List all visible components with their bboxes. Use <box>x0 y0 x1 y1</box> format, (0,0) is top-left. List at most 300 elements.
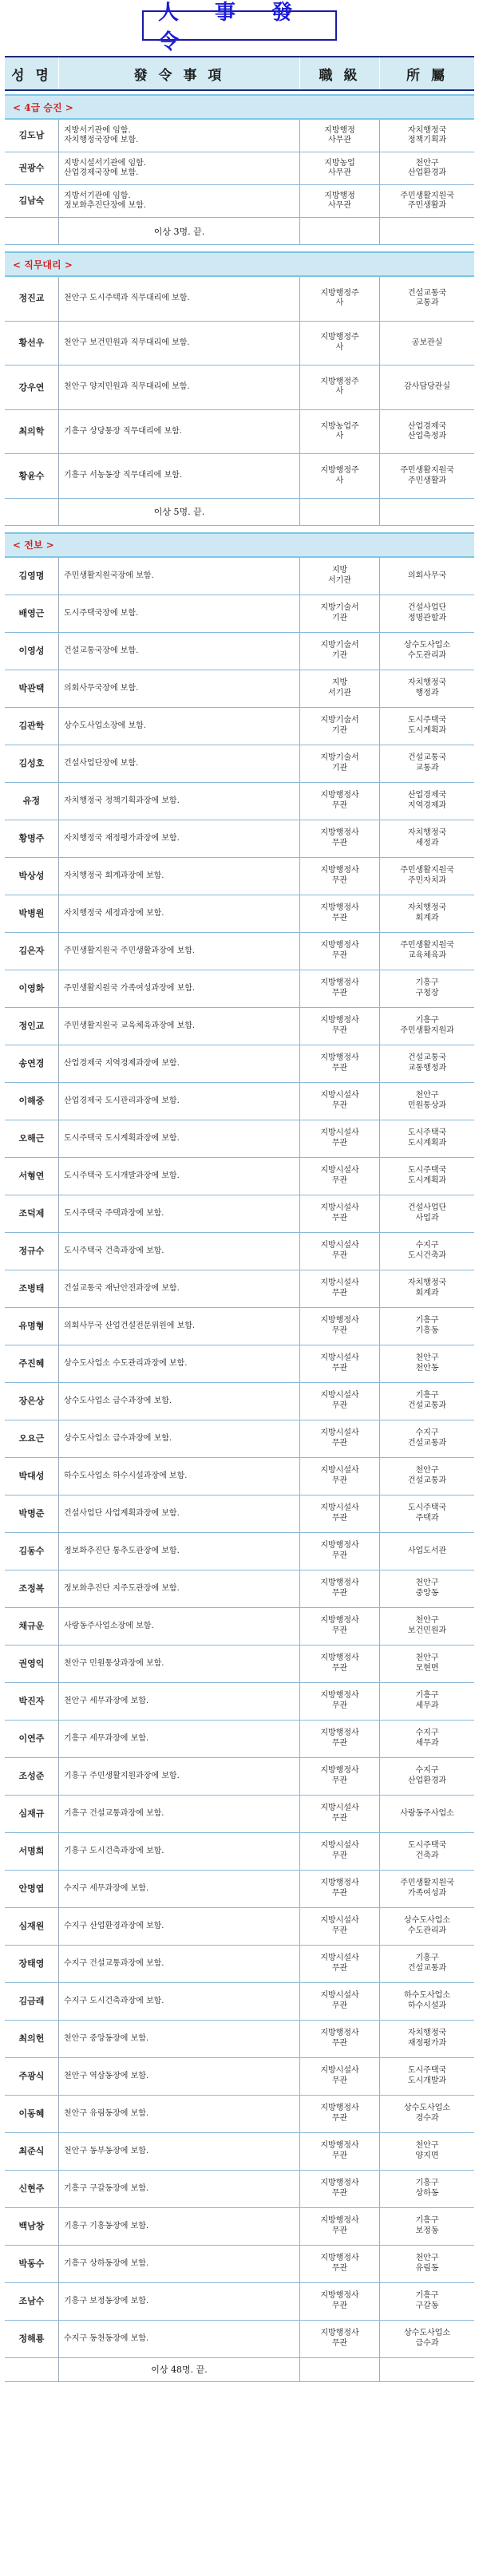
section-total-row <box>5 218 474 245</box>
table-row <box>5 152 474 185</box>
order-text: 하수도사업소 하수시설과장에 보함. <box>59 1458 300 1495</box>
order-text: 기흥구 세무과장에 보함. <box>59 1721 300 1757</box>
order-text: 상수도사업소 수도관리과장에 보함. <box>59 1345 300 1382</box>
grade-text: 지방행정사 무관 <box>300 933 380 970</box>
dept-text: 상수도사업소 수도관리과 <box>404 641 450 660</box>
table-row <box>5 2021 474 2058</box>
order-text: 천안구 세무과장에 보함. <box>59 1683 300 1720</box>
grade-text: 지방 서기관 <box>300 558 380 595</box>
header-dept: 所 屬 <box>406 67 448 84</box>
dept-text: 도시주택국 도시개발과 <box>407 2066 447 2085</box>
table-row <box>5 633 474 670</box>
person-name: 주광식 <box>5 2058 59 2095</box>
table-row <box>5 2208 474 2246</box>
grade-text: 지방행정사 무관 <box>300 2096 380 2132</box>
dept-text: 기흥구 주민생활지원과 <box>400 1016 454 1035</box>
person-name: 박관택 <box>5 670 59 707</box>
dept-text: 천안구 건설교통과 <box>407 1466 447 1485</box>
dept-text: 자치행정국 세정과 <box>407 828 447 847</box>
grade-text: 지방시설사 무관 <box>300 1345 380 1382</box>
order-text: 상수도사업소 급수과장에 보함. <box>59 1383 300 1420</box>
grade-text: 지방행정사 무관 <box>300 895 380 932</box>
grade-text: 지방시설사 무관 <box>300 1195 380 1232</box>
grade-text: 지방행정사 무관 <box>300 1608 380 1645</box>
order-text: 산업경제국 도시관리과장에 보함. <box>59 1083 300 1120</box>
person-name: 백남창 <box>5 2208 59 2245</box>
person-name: 유정 <box>5 783 59 820</box>
grade-text: 지방행정 사무관 <box>300 120 380 152</box>
table-row <box>5 595 474 633</box>
grade-text: 지방행정사 무관 <box>300 970 380 1007</box>
person-name: 김남숙 <box>5 185 59 217</box>
order-text: 지방서기관에 임함. 자치행정국장에 보함. <box>59 120 300 152</box>
dept-text: 수지구 산업환경과 <box>407 1766 447 1785</box>
order-text: 기흥구 구갈동장에 보함. <box>59 2171 300 2207</box>
person-name: 황윤수 <box>5 454 59 498</box>
person-name: 이영성 <box>5 633 59 670</box>
table-row <box>5 120 474 152</box>
dept-text: 수지구 건설교통과 <box>407 1428 447 1448</box>
section-total: 이상 3명. 끝. <box>59 218 300 244</box>
person-name: 황명주 <box>5 820 59 857</box>
person-name: 조병태 <box>5 1270 59 1307</box>
grade-text: 지방행정주 사 <box>300 365 380 409</box>
dept-text: 기흥구 보정동 <box>415 2216 439 2235</box>
person-name: 안명엽 <box>5 1871 59 1907</box>
dept-text: 자치행정국 정책기획과 <box>407 125 447 144</box>
table-row <box>5 1983 474 2021</box>
dept-text: 천안구 산업환경과 <box>407 158 447 177</box>
order-text: 자치행정국 재정평가과장에 보함. <box>59 820 300 857</box>
order-text: 건설교통국 재난안전과장에 보함. <box>59 1270 300 1307</box>
grade-text: 지방시설사 무관 <box>300 2058 380 2095</box>
person-name: 정해룡 <box>5 2321 59 2357</box>
order-text: 주민생활지원국 가족여성과장에 보함. <box>59 970 300 1007</box>
grade-text: 지방행정사 무관 <box>300 820 380 857</box>
grade-text: 지방행정사 무관 <box>300 2208 380 2245</box>
grade-text: 지방행정사 무관 <box>300 1045 380 1082</box>
order-text: 천안구 중앙동장에 보함. <box>59 2021 300 2057</box>
dept-text: 기흥구 세무과 <box>415 1691 439 1710</box>
order-text: 산업경제국 지역경제과장에 보함. <box>59 1045 300 1082</box>
order-text: 기흥구 보정동장에 보함. <box>59 2283 300 2320</box>
table-row <box>5 2171 474 2208</box>
dept-text: 천안구 모현면 <box>415 1653 439 1673</box>
dept-text: 기흥구 건설교통과 <box>407 1954 447 1973</box>
person-name: 이해중 <box>5 1083 59 1120</box>
dept-text: 기흥구 구갈동 <box>415 2291 439 2310</box>
person-name: 이연주 <box>5 1721 59 1757</box>
person-name: 신현주 <box>5 2171 59 2207</box>
grade-text: 지방시설사 무관 <box>300 1495 380 1532</box>
person-name: 김금래 <box>5 1983 59 2020</box>
grade-text: 지방행정 사무관 <box>300 185 380 217</box>
grade-text: 지방시설사 무관 <box>300 1233 380 1270</box>
table-row <box>5 745 474 783</box>
title-bar <box>0 0 479 54</box>
person-name: 박대성 <box>5 1458 59 1495</box>
grade-text: 지방시설사 무관 <box>300 1908 380 1945</box>
dept-text: 상수도사업소 수도관리과 <box>404 1916 450 1935</box>
person-name: 오요근 <box>5 1420 59 1457</box>
person-name: 김관학 <box>5 708 59 745</box>
dept-text: 의회사무국 <box>407 571 447 580</box>
dept-text: 기흥구 건설교통과 <box>407 1391 447 1410</box>
person-name: 박진자 <box>5 1683 59 1720</box>
grade-text: 지방시설사 무관 <box>300 1083 380 1120</box>
person-name: 조남수 <box>5 2283 59 2320</box>
total-blank <box>5 499 59 525</box>
appointment-table <box>5 94 474 2382</box>
table-row <box>5 277 474 322</box>
order-text: 자치행정국 회계과장에 보함. <box>59 858 300 895</box>
dept-text: 공보관실 <box>411 338 443 347</box>
person-name: 이동혜 <box>5 2096 59 2132</box>
grade-text: 지방시설사 무관 <box>300 1946 380 1982</box>
order-text: 지방시설서기관에 임함. 산업경제국장에 보함. <box>59 152 300 184</box>
table-row <box>5 1270 474 1308</box>
dept-text: 천안구 유림동 <box>415 2254 439 2273</box>
grade-text: 지방행정사 무관 <box>300 2246 380 2282</box>
table-row <box>5 1383 474 1420</box>
dept-text: 도시주택국 건축과 <box>407 1841 447 1860</box>
grade-text: 지방시설사 무관 <box>300 1383 380 1420</box>
table-row <box>5 1796 474 1833</box>
order-text: 자치행정국 정책기획과장에 보함. <box>59 783 300 820</box>
table-row <box>5 1908 474 1946</box>
grade-text: 지방기술서 기관 <box>300 745 380 782</box>
table-row <box>5 1083 474 1120</box>
person-name: 최준식 <box>5 2133 59 2170</box>
dept-text: 자치행정국 행정과 <box>407 678 447 697</box>
order-text: 도시주택국장에 보함. <box>59 595 300 632</box>
table-row <box>5 1871 474 1908</box>
person-name: 김성호 <box>5 745 59 782</box>
table-row <box>5 1646 474 1683</box>
grade-text: 지방행정사 무관 <box>300 783 380 820</box>
table-row <box>5 410 474 455</box>
order-text: 주민생활지원국장에 보함. <box>59 558 300 595</box>
person-name: 정인교 <box>5 1008 59 1045</box>
grade-text: 지방기술서 기관 <box>300 708 380 745</box>
dept-text: 자치행정국 재정평가과 <box>407 2029 447 2048</box>
grade-text: 지방행정사 무관 <box>300 1758 380 1795</box>
person-name: 서형연 <box>5 1158 59 1195</box>
person-name: 배영근 <box>5 595 59 632</box>
order-text: 수지구 세무과장에 보함. <box>59 1871 300 1907</box>
order-text: 지방서기관에 임함. 정보화추진단장에 보함. <box>59 185 300 217</box>
page-title: 人 事 發 令 <box>158 1 307 54</box>
person-name: 정진교 <box>5 277 59 321</box>
order-text: 천안구 도시주택과 직무대리에 보함. <box>59 277 300 321</box>
person-name: 권영익 <box>5 1646 59 1682</box>
order-text: 기흥구 서농동장 직무대리에 보함. <box>59 454 300 498</box>
grade-text: 지방시설사 무관 <box>300 1796 380 1832</box>
order-text: 천안구 민원통상과장에 보함. <box>59 1646 300 1682</box>
order-text: 상수도사업소 급수과장에 보함. <box>59 1420 300 1457</box>
table-row <box>5 1195 474 1233</box>
person-name: 주진혜 <box>5 1345 59 1382</box>
total-blank <box>380 218 474 244</box>
order-text: 정보화추진단 지주도관장에 보함. <box>59 1570 300 1607</box>
table-row <box>5 2246 474 2283</box>
table-row <box>5 1758 474 1796</box>
table-row <box>5 820 474 858</box>
order-text: 수지구 도시건축과장에 보함. <box>59 1983 300 2020</box>
order-text: 자치행정국 세정과장에 보함. <box>59 895 300 932</box>
section-gap <box>5 526 474 532</box>
dept-text: 산업경제국 산업축정과 <box>407 421 447 441</box>
table-row <box>5 783 474 820</box>
header-order: 發 令 事 項 <box>59 57 300 89</box>
dept-text: 자치행정국 회계과 <box>407 1278 447 1298</box>
total-blank <box>5 218 59 244</box>
order-text: 도시주택국 도시계획과장에 보함. <box>59 1120 300 1157</box>
person-name: 서명희 <box>5 1833 59 1870</box>
table-row <box>5 1420 474 1458</box>
person-name: 유명형 <box>5 1308 59 1345</box>
table-row <box>5 1308 474 1345</box>
dept-text: 사랑동주사업소 <box>400 1808 454 1818</box>
order-text: 기흥구 기흥동장에 보함. <box>59 2208 300 2245</box>
grade-text: 지방행정사 무관 <box>300 1646 380 1682</box>
person-name: 조성준 <box>5 1758 59 1795</box>
dept-text: 건설교통국 교통행정과 <box>407 1053 447 1073</box>
order-text: 기흥구 도시건축과장에 보함. <box>59 1833 300 1870</box>
grade-text: 지방행정사 무관 <box>300 1570 380 1607</box>
grade-text: 지방농업주 사 <box>300 410 380 454</box>
dept-text: 건설사업단 사업과 <box>407 1203 447 1223</box>
dept-text: 주민생활지원국 주민생활과 <box>400 191 454 210</box>
person-name: 장태영 <box>5 1946 59 1982</box>
section-gap <box>5 245 474 251</box>
table-row <box>5 1608 474 1646</box>
table-row <box>5 1120 474 1158</box>
dept-text: 주민생활지원국 가족여성과 <box>400 1879 454 1898</box>
person-name: 김도남 <box>5 120 59 152</box>
person-name: 김영명 <box>5 558 59 595</box>
order-text: 의회사무국장에 보함. <box>59 670 300 707</box>
person-name: 채규운 <box>5 1608 59 1645</box>
dept-text: 상수도사업소 급수과 <box>404 2329 450 2348</box>
table-row <box>5 2058 474 2096</box>
dept-text: 천안구 양지면 <box>415 2141 439 2160</box>
order-text: 수지구 산업환경과장에 보함. <box>59 1908 300 1945</box>
dept-text: 도시주택국 주택과 <box>407 1503 447 1523</box>
order-text: 건설교통국장에 보함. <box>59 633 300 670</box>
person-name: 조정복 <box>5 1570 59 1607</box>
dept-text: 도시주택국 도시계획과 <box>407 716 447 735</box>
table-row <box>5 1045 474 1083</box>
table-row <box>5 1721 474 1758</box>
grade-text: 지방행정주 사 <box>300 277 380 321</box>
grade-text: 지방행정사 무관 <box>300 858 380 895</box>
dept-text: 천안구 천안동 <box>415 1353 439 1373</box>
grade-text: 지방행정사 무관 <box>300 2283 380 2320</box>
dept-text: 주민생활지원국 주민자치과 <box>400 866 454 885</box>
order-text: 천안구 동부동장에 보함. <box>59 2133 300 2170</box>
order-text: 도시주택국 도시개발과장에 보함. <box>59 1158 300 1195</box>
person-name: 박상성 <box>5 858 59 895</box>
order-text: 정보화추진단 통추도관장에 보함. <box>59 1533 300 1570</box>
order-text: 의회사무국 산업건설전문위원에 보함. <box>59 1308 300 1345</box>
grade-text: 지방행정사 무관 <box>300 1533 380 1570</box>
total-blank <box>380 499 474 525</box>
order-text: 천안구 보건민원과 직무대리에 보함. <box>59 322 300 365</box>
dept-text: 자치행정국 회계과 <box>407 903 447 923</box>
table-row <box>5 365 474 410</box>
grade-text: 지방행정사 무관 <box>300 1871 380 1907</box>
person-name: 권광수 <box>5 152 59 184</box>
grade-text: 지방행정사 무관 <box>300 2133 380 2170</box>
table-row <box>5 1946 474 1983</box>
order-text: 건설사업단 사업계획과장에 보함. <box>59 1495 300 1532</box>
grade-text: 지방행정사 무관 <box>300 1308 380 1345</box>
person-name: 박동수 <box>5 2246 59 2282</box>
grade-text: 지방행정사 무관 <box>300 2171 380 2207</box>
person-name: 김동수 <box>5 1533 59 1570</box>
table-header <box>5 56 474 91</box>
table-row <box>5 1345 474 1383</box>
order-text: 기흥구 상당통장 직무대리에 보함. <box>59 410 300 454</box>
dept-text: 수지구 도시건축과 <box>407 1241 447 1260</box>
dept-text: 기흥구 구청장 <box>415 978 439 998</box>
order-text: 상수도사업소장에 보함. <box>59 708 300 745</box>
person-name: 오해근 <box>5 1120 59 1157</box>
grade-text: 지방행정사 무관 <box>300 1008 380 1045</box>
order-text: 천안구 유림동장에 보함. <box>59 2096 300 2132</box>
person-name: 황선우 <box>5 322 59 365</box>
section-total-row <box>5 499 474 526</box>
grade-text: 지방기술서 기관 <box>300 595 380 632</box>
title-box <box>142 1 337 54</box>
section-total-row <box>5 2358 474 2382</box>
dept-text: 천안구 보건민원과 <box>407 1616 447 1635</box>
table-row <box>5 454 474 499</box>
person-name: 최의헌 <box>5 2021 59 2057</box>
total-blank <box>300 2358 380 2381</box>
order-text: 천안구 양지민원과 직무대리에 보함. <box>59 365 300 409</box>
person-name: 조덕제 <box>5 1195 59 1232</box>
order-text: 기흥구 건설교통과장에 보함. <box>59 1796 300 1832</box>
table-row <box>5 970 474 1008</box>
table-row <box>5 708 474 745</box>
grade-text: 지방행정사 무관 <box>300 1721 380 1757</box>
order-text: 주민생활지원국 교육체육과장에 보함. <box>59 1008 300 1045</box>
person-name: 박명준 <box>5 1495 59 1532</box>
person-name: 정규수 <box>5 1233 59 1270</box>
grade-text: 지방행정주 사 <box>300 454 380 498</box>
order-text: 기흥구 주민생활지원과장에 보함. <box>59 1758 300 1795</box>
person-name: 강우연 <box>5 365 59 409</box>
table-row <box>5 895 474 933</box>
table-row <box>5 2096 474 2133</box>
grade-text: 지방행정사 무관 <box>300 2021 380 2057</box>
dept-text: 건설교통국 교통과 <box>407 288 447 308</box>
order-text: 기흥구 상하동장에 보함. <box>59 2246 300 2282</box>
dept-text: 기흥구 기흥동 <box>415 1316 439 1335</box>
dept-text: 산업경제국 지역경제과 <box>407 791 447 810</box>
section-total: 이상 48명. 끝. <box>59 2358 300 2381</box>
dept-text: 수지구 세무과 <box>415 1729 439 1748</box>
total-blank <box>5 2358 59 2381</box>
grade-text: 지방시설사 무관 <box>300 1458 380 1495</box>
section-header: < 4급 승진 > <box>5 94 474 120</box>
grade-text: 지방행정사 무관 <box>300 1683 380 1720</box>
order-text: 도시주택국 건축과장에 보함. <box>59 1233 300 1270</box>
table-row <box>5 322 474 366</box>
total-blank <box>380 2358 474 2381</box>
table-row <box>5 2133 474 2171</box>
person-name: 심재규 <box>5 1796 59 1832</box>
header-grade: 職 級 <box>300 57 380 89</box>
table-row <box>5 185 474 218</box>
dept-text: 건설사업단 정명관할과 <box>407 603 447 622</box>
dept-text: 건설교통국 교통과 <box>407 753 447 772</box>
person-name: 송연경 <box>5 1045 59 1082</box>
grade-text: 지방시설사 무관 <box>300 1158 380 1195</box>
order-text: 사랑동주사업소장에 보함. <box>59 1608 300 1645</box>
table-row <box>5 1495 474 1533</box>
table-row <box>5 1833 474 1871</box>
table-row <box>5 670 474 708</box>
table-row <box>5 933 474 970</box>
section-total: 이상 5명. 끝. <box>59 499 300 525</box>
dept-text: 주민생활지원국 주민생활과 <box>400 466 454 485</box>
dept-text: 도시주택국 도시계획과 <box>407 1128 447 1148</box>
grade-text: 지방시설사 무관 <box>300 1270 380 1307</box>
grade-text: 지방시설사 무관 <box>300 1833 380 1870</box>
header-name: 성 명 <box>5 57 59 89</box>
grade-text: 지방시설사 무관 <box>300 1120 380 1157</box>
table-row <box>5 1458 474 1495</box>
grade-text: 지방시설사 무관 <box>300 1420 380 1457</box>
order-text: 수지구 동천동장에 보함. <box>59 2321 300 2357</box>
dept-text: 감사담당관실 <box>404 382 450 392</box>
order-text: 주민생활지원국 주민생활과장에 보함. <box>59 933 300 970</box>
person-name: 박병원 <box>5 895 59 932</box>
grade-text: 지방행정주 사 <box>300 322 380 365</box>
dept-text: 천안구 중앙동 <box>415 1578 439 1598</box>
section-header: < 전보 > <box>5 532 474 558</box>
dept-text: 상수도사업소 경수과 <box>404 2104 450 2123</box>
dept-text: 사업도서관 <box>407 1546 447 1555</box>
table-row <box>5 858 474 895</box>
section-header: < 직무대리 > <box>5 251 474 277</box>
table-row <box>5 1533 474 1570</box>
order-text: 건설사업단장에 보함. <box>59 745 300 782</box>
order-text: 천안구 역삼동장에 보함. <box>59 2058 300 2095</box>
dept-text: 천안구 민원통상과 <box>407 1091 447 1110</box>
order-text: 수지구 건설교통과장에 보함. <box>59 1946 300 1982</box>
table-row <box>5 2283 474 2321</box>
person-name: 이영화 <box>5 970 59 1007</box>
dept-text: 도시주택국 도시계획과 <box>407 1166 447 1185</box>
table-row <box>5 1158 474 1195</box>
table-row <box>5 558 474 595</box>
order-text: 도시주택국 주택과장에 보함. <box>59 1195 300 1232</box>
grade-text: 지방행정사 무관 <box>300 2321 380 2357</box>
grade-text: 지방 서기관 <box>300 670 380 707</box>
table-row <box>5 1008 474 1045</box>
person-name: 장은상 <box>5 1383 59 1420</box>
grade-text: 지방농업 사무관 <box>300 152 380 184</box>
dept-text: 하수도사업소 하수시설과 <box>404 1991 450 2010</box>
dept-text: 기흥구 상하동 <box>415 2179 439 2198</box>
person-name: 김은자 <box>5 933 59 970</box>
table-row <box>5 1570 474 1608</box>
table-row <box>5 1233 474 1270</box>
